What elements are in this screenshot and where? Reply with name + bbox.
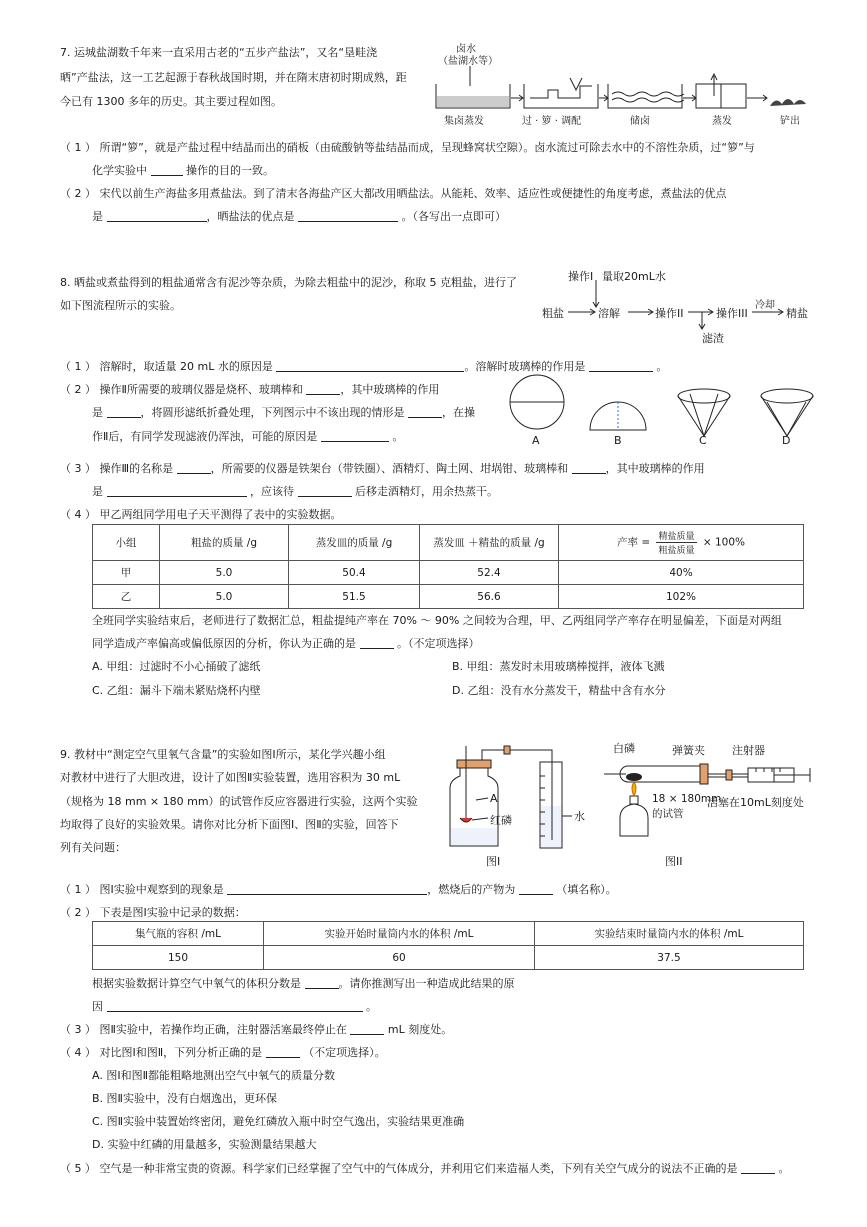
q8-option-d[interactable]: D. 乙组：没有水分蒸发干，精盐中含有水分 — [452, 684, 666, 697]
yield-formula-header: 产率 = 精盐质量 粗盐质量 × 100% — [559, 525, 804, 561]
answer-blank[interactable] — [107, 1000, 363, 1012]
q9-fig2-label-piston: 活塞在10mL刻度处 — [707, 796, 804, 809]
q8-part3-line2: 是 ，应该待 后移走酒精灯，用余热蒸干。 — [92, 485, 498, 498]
q8-flow-op1: 操作I — [568, 270, 594, 283]
q9-fig1-label-a: A — [490, 792, 498, 805]
answer-blank[interactable] — [276, 360, 464, 372]
q9-fig2-label-white-phosphorus: 白磷 — [613, 742, 635, 755]
answer-blank[interactable] — [227, 883, 427, 895]
formula-numerator: 精盐质量 — [656, 529, 696, 543]
q9-option-c[interactable]: C. 图Ⅱ实验中装置始终密闭，避免红磷放入瓶中时空气逸出，实验结果更准确 — [92, 1115, 465, 1128]
table-cell: 37.5 — [535, 946, 804, 970]
table-cell: 102% — [559, 585, 804, 609]
q9-fig2-label-spring-clip: 弹簧夹 — [672, 744, 705, 757]
table-cell: 51.5 — [289, 585, 420, 609]
table-header-row — [93, 922, 804, 946]
q8-option-a[interactable]: A. 甲组：过滤时不小心捅破了滤纸 — [92, 660, 261, 673]
q7-part2-line2: 是 ，晒盐法的优点是 。（各写出一点即可） — [92, 210, 506, 223]
q7-stem-line2: 晒”产盐法，这一工艺起源于春秋战国时期，并在隋末唐初时期成熟，距 — [60, 71, 407, 84]
q9-data-table — [92, 921, 804, 970]
q9-fig1-label-red-phosphorus: 红磷 — [490, 814, 512, 827]
q9-part2: （ 2 ） 下表是图Ⅰ实验中记录的数据： — [60, 906, 246, 919]
q7-diagram-label-brine-note: （盐湖水等） — [438, 56, 498, 67]
q9-stem-line5: 列有关问题： — [60, 841, 126, 854]
q9-part2-calc: 根据实验数据计算空气中氧气的体积分数是 。请你推测写出一种造成此结果的原 — [92, 977, 515, 990]
q9-option-d[interactable]: D. 实验中红磷的用量越多，实验测量结果越大 — [92, 1138, 317, 1151]
table-cell: 甲 — [93, 561, 160, 585]
table-cell: 5.0 — [160, 561, 289, 585]
table-row — [93, 946, 804, 970]
q9-part4: （ 4 ） 对比图Ⅰ和图Ⅱ，下列分析正确的是 （不定项选择）。 — [60, 1046, 386, 1059]
q8-flow-refined: 精盐 — [786, 307, 808, 320]
table-cell: 乙 — [93, 585, 160, 609]
table-cell: 60 — [264, 946, 535, 970]
answer-blank[interactable] — [519, 883, 553, 895]
answer-blank[interactable] — [107, 485, 247, 497]
table-cell: 52.4 — [420, 561, 559, 585]
q8-stem-line2: 如下图流程所示的实验。 — [60, 299, 181, 312]
table-row — [93, 585, 804, 609]
q9-part3: （ 3 ） 图Ⅱ实验中，若操作均正确，注射器活塞最终停止在 mL 刻度处。 — [60, 1023, 453, 1036]
q8-part2-line2: 是 ，将圆形滤纸折叠处理，下列图示中不该出现的情形是 ，在操 — [92, 406, 475, 419]
answer-blank[interactable] — [298, 210, 398, 222]
answer-blank[interactable] — [572, 462, 606, 474]
q7-step-1: 集卤蒸发 — [444, 116, 484, 127]
table-header-cell: 蒸发皿的质量 /g — [289, 525, 420, 561]
q7-part1-line1: （ 1 ） 所谓“箩”，就是产盐过程中结晶而出的硝板（由硫酸钠等盐结晶而成，呈现蜂窝状空隙）。卤水流过可除去水中的不溶性杂质，过“箩”与 — [60, 141, 755, 154]
table-header-cell: 粗盐的质量 /g — [160, 525, 289, 561]
answer-blank[interactable] — [741, 1162, 775, 1174]
q8-summary-line1: 全班同学实验结束后，老师进行了数据汇总，粗盐提纯产率在 70% ～ 90% 之间较为合理，甲、乙两组同学产率存在明显偏差，下面是对两组 — [92, 614, 782, 627]
q9-fig2-label-tube: 的试管 — [652, 808, 684, 820]
q9-fig2-label-tube-size: 18 × 180mm — [652, 793, 722, 805]
q9-fig1-caption: 图I — [486, 855, 501, 868]
q8-filter-label-b: B — [614, 434, 622, 447]
table-cell: 50.4 — [289, 561, 420, 585]
q8-filter-label-d: D — [782, 434, 791, 447]
q9-stem-line3: （规格为 18 mm × 180 mm）的试管作反应容器进行实验，这两个实验 — [60, 795, 418, 808]
table-cell: 5.0 — [160, 585, 289, 609]
q7-step-3: 储卤 — [630, 116, 650, 127]
q8-filter-paper-figures — [500, 372, 830, 452]
q7-step-5: 铲出 — [780, 116, 800, 127]
answer-blank[interactable] — [107, 406, 141, 418]
q9-fig2-label-syringe: 注射器 — [732, 744, 765, 757]
q9-stem-line4: 均取得了良好的实验效果。请你对比分析下面图Ⅰ、图Ⅱ的实验，回答下 — [60, 818, 399, 831]
q9-option-b[interactable]: B. 图Ⅱ实验中，没有白烟逸出，更环保 — [92, 1092, 277, 1105]
table-header-cell: 集气瓶的容积 /mL — [93, 922, 264, 946]
table-header-cell: 小组 — [93, 525, 160, 561]
q8-part1: （ 1 ） 溶解时，取适量 20 mL 水的原因是 。溶解时玻璃棒的作用是 。 — [60, 360, 668, 373]
q9-part2-reason: 因 。 — [92, 1000, 377, 1013]
formula-denominator: 粗盐质量 — [658, 546, 695, 556]
q9-option-a[interactable]: A. 图Ⅰ和图Ⅱ都能粗略地测出空气中氧气的质量分数 — [92, 1069, 335, 1082]
answer-blank[interactable] — [305, 977, 339, 989]
answer-blank[interactable] — [350, 1023, 384, 1035]
q9-stem-line1: 9. 教材中“测定空气里氧气含量”的实验如图Ⅰ所示，某化学兴趣小组 — [60, 748, 386, 761]
q8-part2-line3: 作Ⅱ后，有同学发现滤液仍浑浊，可能的原因是 。 — [92, 430, 404, 443]
q8-option-b[interactable]: B. 甲组：蒸发时未用玻璃棒搅拌，液体飞溅 — [452, 660, 665, 673]
table-cell: 40% — [559, 561, 804, 585]
q7-step-2: 过 · 箩 · 调配 — [522, 116, 582, 127]
q8-option-c[interactable]: C. 乙组：漏斗下端未紧贴烧杯内壁 — [92, 684, 261, 697]
q7-stem-line3: 今已有 1300 多年的历史。其主要过程如图。 — [60, 95, 282, 108]
q9-part5: （ 5 ） 空气是一种非常宝贵的资源。科学家们已经掌握了空气中的气体成分，并利用它们来造福人类，下列有关空气成分的说法不正确的是 。 — [60, 1162, 790, 1175]
table-header-cell: 实验结束时量筒内水的体积 /mL — [535, 922, 804, 946]
answer-blank[interactable] — [266, 1046, 300, 1058]
q8-flow-residue: 滤渣 — [702, 332, 724, 345]
q8-summary-line2: 同学造成产率偏高或偏低原因的分析，你认为正确的是 。（不定项选择） — [92, 637, 480, 650]
q7-stem-line1: 7. 运城盐湖数千年来一直采用古老的“五步产盐法”，又名“垦畦浇 — [60, 46, 378, 59]
table-header-row — [93, 525, 804, 561]
q8-flow-cool: 冷却 — [755, 300, 775, 311]
q8-data-table — [92, 524, 804, 609]
answer-blank[interactable] — [298, 485, 352, 497]
q8-part4: （ 4 ） 甲乙两组同学用电子天平测得了表中的实验数据。 — [60, 508, 342, 521]
q9-part1: （ 1 ） 图Ⅰ实验中观察到的现象是 ，燃烧后的产物为 （填名称）。 — [60, 883, 617, 896]
answer-blank[interactable] — [107, 210, 207, 222]
q9-figure-1-apparatus — [432, 736, 592, 854]
q9-fig2-caption: 图II — [665, 855, 683, 868]
q8-part3-line1: （ 3 ） 操作Ⅲ的名称是 ，所需要的仪器是铁架台（带铁圈）、酒精灯、陶土网、坩埚钳、玻璃棒和 ，其中玻璃棒的作用 — [60, 462, 705, 475]
table-cell: 56.6 — [420, 585, 559, 609]
q8-flow-op3: 操作III — [716, 307, 748, 320]
table-header-cell: 实验开始时量筒内水的体积 /mL — [264, 922, 535, 946]
q8-flow-dissolve: 溶解 — [598, 307, 620, 320]
answer-blank[interactable] — [589, 360, 653, 372]
answer-blank[interactable] — [360, 637, 394, 649]
answer-blank[interactable] — [408, 406, 442, 418]
answer-blank[interactable] — [321, 430, 389, 442]
answer-blank[interactable] — [177, 462, 211, 474]
table-row — [93, 561, 804, 585]
q8-filter-label-c: C — [699, 434, 707, 447]
q7-step-4: 蒸发 — [712, 116, 732, 127]
q8-part2-line1: （ 2 ） 操作Ⅱ所需要的玻璃仪器是烧杯、玻璃棒和 ，其中玻璃棒的作用 — [60, 383, 440, 396]
q8-flow-op2: 操作II — [655, 307, 684, 320]
table-header-cell: 蒸发皿 ＋精盐的质量 /g — [420, 525, 559, 561]
q7-part1-line2: 化学实验中 操作的目的一致。 — [92, 164, 274, 177]
q7-diagram-label-brine: 卤水 — [456, 44, 476, 55]
q8-flow-crude: 粗盐 — [542, 307, 564, 320]
answer-blank[interactable] — [306, 383, 340, 395]
q8-flow-measure: 量取20mL水 — [602, 270, 666, 283]
q7-part2-line1: （ 2 ） 宋代以前生产海盐多用煮盐法。到了清末各海盐产区大都改用晒盐法。从能耗、效率、适应性或便捷性的角度考虑，煮盐法的优点 — [60, 187, 727, 200]
q8-filter-label-a: A — [532, 434, 540, 447]
q9-fig1-label-water: 水 — [574, 810, 585, 823]
answer-blank[interactable] — [151, 164, 183, 176]
q8-stem-line1: 8. 晒盐或煮盐得到的粗盐通常含有泥沙等杂质，为除去粗盐中的泥沙，称取 5 克粗盐，进行了 — [60, 276, 517, 289]
table-cell: 150 — [93, 946, 264, 970]
q9-stem-line2: 对教材中进行了大胆改进，设计了如图Ⅱ实验装置，选用容积为 30 mL — [60, 771, 401, 784]
